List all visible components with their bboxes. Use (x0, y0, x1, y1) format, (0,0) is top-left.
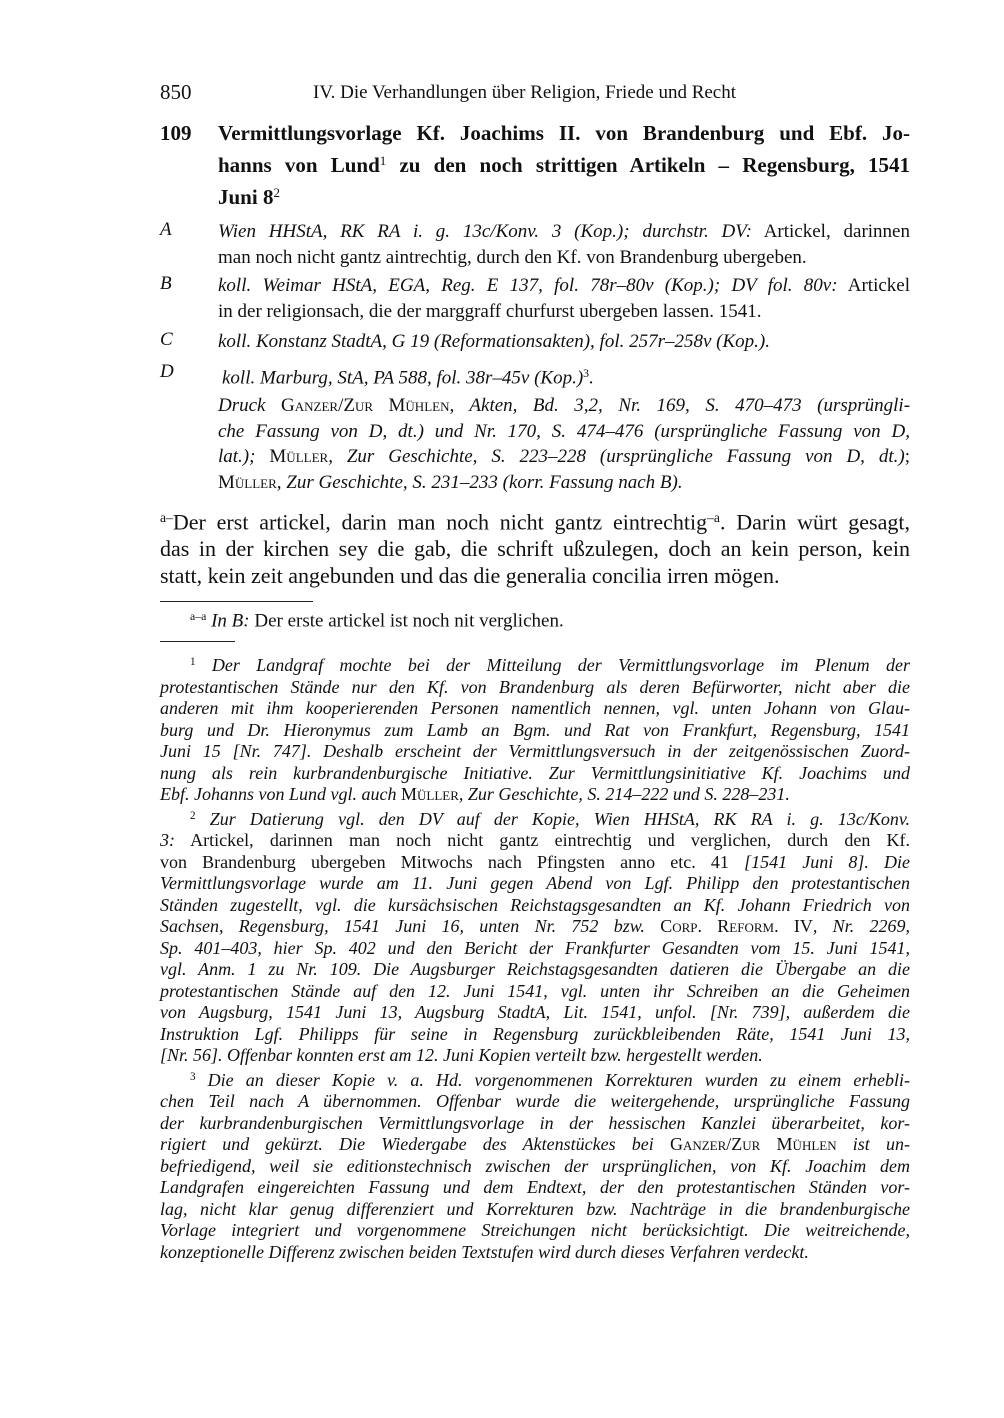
document-heading (218, 120, 910, 211)
text-line (160, 873, 910, 895)
reference-marker: 3 (190, 1070, 196, 1083)
text-line (160, 784, 910, 806)
source-C (218, 329, 910, 355)
text-line (160, 1002, 910, 1024)
text-segment: Artickel, darinnen man noch nicht gantz eintrechtig und verglichen, durch den Kf. (175, 830, 910, 851)
text-line (160, 741, 910, 763)
text-line (160, 895, 910, 917)
text-segment: . Darin würt gesagt, (719, 509, 910, 535)
text-segment: in der religionsach, die der marggraff churfurst ubergeben lassen. 1541. (218, 301, 762, 322)
text-line (160, 763, 910, 785)
text-segment: burg und Dr. Hieronymus zum Lamb an Bgm. und Rat von Frankfurt, Regensburg, 1541 (160, 719, 910, 740)
reference-marker: a– (160, 510, 173, 525)
text-segment: . (589, 367, 594, 389)
print-editions (218, 393, 910, 495)
text-segment: anderen mit ihm kooperierenden Personen namentlich nennen, vgl. unten Johann von Glau- (160, 698, 910, 719)
text-segment: koll. Konstanz StadtA, G 19 (Reformationsakten), fol. 257r–258v (Kop.). (218, 331, 771, 352)
text-segment: Juni 15 [Nr. 747]. Deshalb erscheint der Vermittlungsversuch in der zeitgenössischen Zuord- (160, 741, 910, 762)
source-B (218, 273, 910, 325)
text-line (160, 1024, 910, 1046)
text-line (160, 1134, 910, 1156)
text-segment: der kurbrandenburgischen Vermittlungsvorlage in der hessischen Kanzlei überarbeitet, kor- (160, 1112, 910, 1133)
text-segment: [Nr. 56]. Offenbar konnten erst am 12. Juni Kopien verteilt bzw. hergestellt werden. (160, 1045, 763, 1066)
text-segment: zu den noch strittigen Artikeln – Regensburg, 1541 (386, 153, 910, 178)
text-segment: Sachsen, Regensburg, 1541 Juni 16, unten Nr. 752 bzw. (160, 916, 661, 937)
text-segment: Wien HHStA, RK RA i. g. 13c/Konv. 3 (Kop.); durchstr. DV: (218, 221, 752, 242)
reference-marker: a–a (190, 610, 207, 623)
text-line (218, 219, 910, 245)
text-segment: ist un- (836, 1134, 910, 1155)
text-apparatus (190, 605, 910, 633)
text-line (160, 563, 910, 590)
text-line (218, 444, 910, 470)
text-segment: Landgrafen eingereichten Fassung und dem Endtext, der den protestantischen Ständen vor- (160, 1177, 910, 1198)
text-line (160, 1242, 910, 1264)
source-A (218, 219, 910, 271)
text-line (160, 806, 910, 831)
text-line (160, 1199, 910, 1221)
footnote-divider (160, 641, 235, 642)
reference-marker: 3 (583, 367, 590, 380)
text-line (160, 1067, 910, 1092)
page-number: 850 (160, 80, 192, 104)
text-segment: rigiert und gekürzt. Die Wiedergabe des Aktenstückes bei (160, 1134, 670, 1155)
text-segment: [1541 Juni 8]. Die (744, 851, 910, 872)
reference-marker: 2 (190, 809, 196, 822)
source-A-label: A (160, 219, 172, 240)
text-segment (255, 446, 269, 467)
text-line (218, 120, 910, 147)
text-line (160, 652, 910, 677)
text-line (218, 393, 910, 419)
text-line (160, 1177, 910, 1199)
text-segment: befriedigend, weil sie editionstechnisch zwischen der ursprünglichen, von Kf. Joachim dem (160, 1155, 910, 1176)
text-segment: ; (904, 446, 910, 467)
running-title: IV. Die Verhandlungen über Religion, Friede und Recht (313, 82, 737, 103)
text-line (218, 329, 910, 355)
apparatus-divider (160, 601, 313, 602)
text-segment: Sp. 401–403, hier Sp. 402 und den Bericht der Frankfurter Gesandten vom 15. Juni 1541, (160, 937, 910, 958)
text-line (218, 245, 910, 271)
text-segment: , Zur Geschichte, S. 223–228 (ursprüngliche Fassung von D, dt.) (328, 446, 905, 467)
text-line (160, 852, 910, 874)
text-segment: protestantischen Stände nur den Kf. von Brandenburg als deren Befürworter, nicht aber die (160, 676, 910, 697)
text-segment: Der erste artickel ist noch nit verglichen. (249, 610, 564, 632)
text-segment: koll. Marburg, StA, PA 588, fol. 38r–45v (Kop.) (222, 367, 584, 389)
text-line (160, 1220, 910, 1242)
text-segment: Müller (400, 784, 459, 805)
text-segment: lat.); (218, 446, 256, 467)
text-segment: Instruktion Lgf. Philipps für seine in Regensburg zurückbleibenden Räte, 1541 Juni 13, (160, 1023, 910, 1044)
text-segment: Artickel (837, 275, 910, 296)
reference-marker: 2 (273, 185, 280, 201)
text-segment: hanns von Lund (218, 153, 380, 178)
source-D-label: D (160, 361, 174, 382)
text-line (160, 981, 910, 1003)
text-segment: konzeptionelle Differenz zwischen beiden Textstufen wird durch dieses Verfahren verdeckt. (160, 1241, 809, 1262)
text-segment: che Fassung von D, dt.) und Nr. 170, S. 474–476 (ursprüngliche Fassung von D, (218, 420, 910, 442)
text-line (218, 273, 910, 299)
text-segment: vgl. Anm. 1 zu Nr. 109. Die Augsburger Reichstagsgesandten datieren die Übergabe an die (160, 959, 910, 980)
main-text (160, 505, 910, 589)
text-segment: Juni 8 (218, 185, 274, 210)
text-segment: von Augsburg, 1541 Juni 13, Augsburg StadtA, Lit. 1541, unfol. [Nr. 739], außerdem die (160, 1002, 910, 1023)
text-segment: Artickel, darinnen (751, 221, 910, 242)
text-line (160, 677, 910, 699)
text-line (160, 916, 910, 938)
text-line (160, 1156, 910, 1178)
text-line (160, 720, 910, 742)
text-segment: Der erst artickel, darin man noch nicht gantz eintrechtig (172, 509, 708, 535)
text-line (160, 830, 910, 852)
text-segment: Der Landgraf mochte bei der Mitteilung der Vermittlungsvorlage im Plenum der (195, 655, 910, 676)
text-line (218, 419, 910, 445)
text-segment: Müller (218, 471, 277, 493)
text-segment: Corp. Reform. (660, 916, 779, 937)
text-segment: Ständen zugestellt, vgl. die kursächsischen Reichstagsgesandten an Kf. Johann Friedrich von (160, 894, 910, 915)
text-segment: man noch nicht gantz aintrechtig, durch den Kf. von Brandenburg ubergeben. (218, 247, 807, 268)
text-segment: das in der kirchen sey die gab, die schrift ußzulegen, doch an kein person, kein (160, 536, 910, 561)
reference-marker: 1 (190, 656, 196, 668)
text-segment: Die an dieser Kopie v. a. Hd. vorgenommenen Korrekturen wurden zu einem erhebli- (195, 1069, 910, 1090)
text-segment: Ganzer/Zur Mühlen (281, 395, 450, 416)
text-line (160, 959, 910, 981)
text-line (160, 1091, 910, 1113)
text-line (160, 1045, 910, 1067)
text-segment: 3: (160, 830, 175, 851)
document-number: 109 (160, 121, 192, 145)
text-segment: In B: (206, 610, 250, 632)
text-segment: koll. Weimar HStA, EGA, Reg. E 137, fol. 78r–80v (Kop.); DV fol. 80v: (218, 275, 838, 296)
text-segment: von Brandenburg ubergeben Mitwochs nach Pfingsten anno etc. 41 (160, 851, 745, 872)
text-line (160, 938, 910, 960)
reference-marker: –a (707, 510, 720, 525)
text-line (160, 536, 910, 563)
text-segment: Ebf. Johanns von Lund vgl. auch (160, 784, 401, 805)
text-line (160, 1113, 910, 1135)
text-segment: , Zur Geschichte, S. 231–233 (korr. Fassung nach B). (276, 471, 683, 493)
text-line (218, 179, 910, 211)
text-segment: protestantischen Stände auf den 12. Juni 1541, vgl. unten ihr Schreiben an die Geheimen (160, 980, 910, 1001)
text-line (190, 605, 910, 633)
source-D (222, 361, 910, 391)
text-segment: Ganzer/Zur Mühlen (669, 1134, 837, 1155)
text-segment: chen Teil nach A übernommen. Offenbar wurde die weitergehende, ursprüngliche Fassung (160, 1091, 910, 1112)
text-line (160, 698, 910, 720)
text-line (218, 299, 910, 325)
text-segment: Druck (218, 395, 282, 416)
text-segment: statt, kein zeit angebunden und das die generalia concilia irren mögen. (160, 562, 780, 588)
text-line (218, 470, 910, 496)
footnotes (160, 652, 910, 1263)
text-segment: IV (778, 916, 813, 937)
text-segment: lag, nicht klar genug differenziert und Korrekturen bzw. Nachträge in die brandenburgische (160, 1198, 910, 1219)
text-segment: Vermittlungsvorlage Kf. Joachims II. von Brandenburg und Ebf. Jo- (218, 121, 910, 145)
text-line (218, 147, 910, 179)
source-B-label: B (160, 273, 172, 294)
text-segment: Zur Datierung vgl. den DV auf der Kopie, Wien HHStA, RK RA i. g. 13c/Konv. (195, 808, 910, 829)
source-C-label: C (160, 329, 173, 350)
text-segment: Vermittlungsvorlage wurde am 11. Juni gegen Abend von Lgf. Philipp den protestantischen (160, 873, 910, 894)
text-segment: Müller (269, 446, 329, 467)
text-line (222, 361, 910, 391)
text-segment: nung als rein kurbrandenburgische Initiative. Zur Vermittlungsinitiative Kf. Joachims und (160, 762, 910, 783)
text-line (160, 505, 910, 536)
text-segment: , Nr. 2269, (812, 916, 910, 937)
text-segment: , Zur Geschichte, S. 214–222 und S. 228–231. (458, 784, 790, 805)
text-segment: , Akten, Bd. 3,2, Nr. 169, S. 470–473 (ursprüngli- (449, 395, 911, 416)
text-segment: Vorlage integriert und vorgenommene Streichungen nicht berücksichtigt. Die weitreichende, (160, 1220, 910, 1241)
reference-marker: 1 (379, 153, 387, 168)
